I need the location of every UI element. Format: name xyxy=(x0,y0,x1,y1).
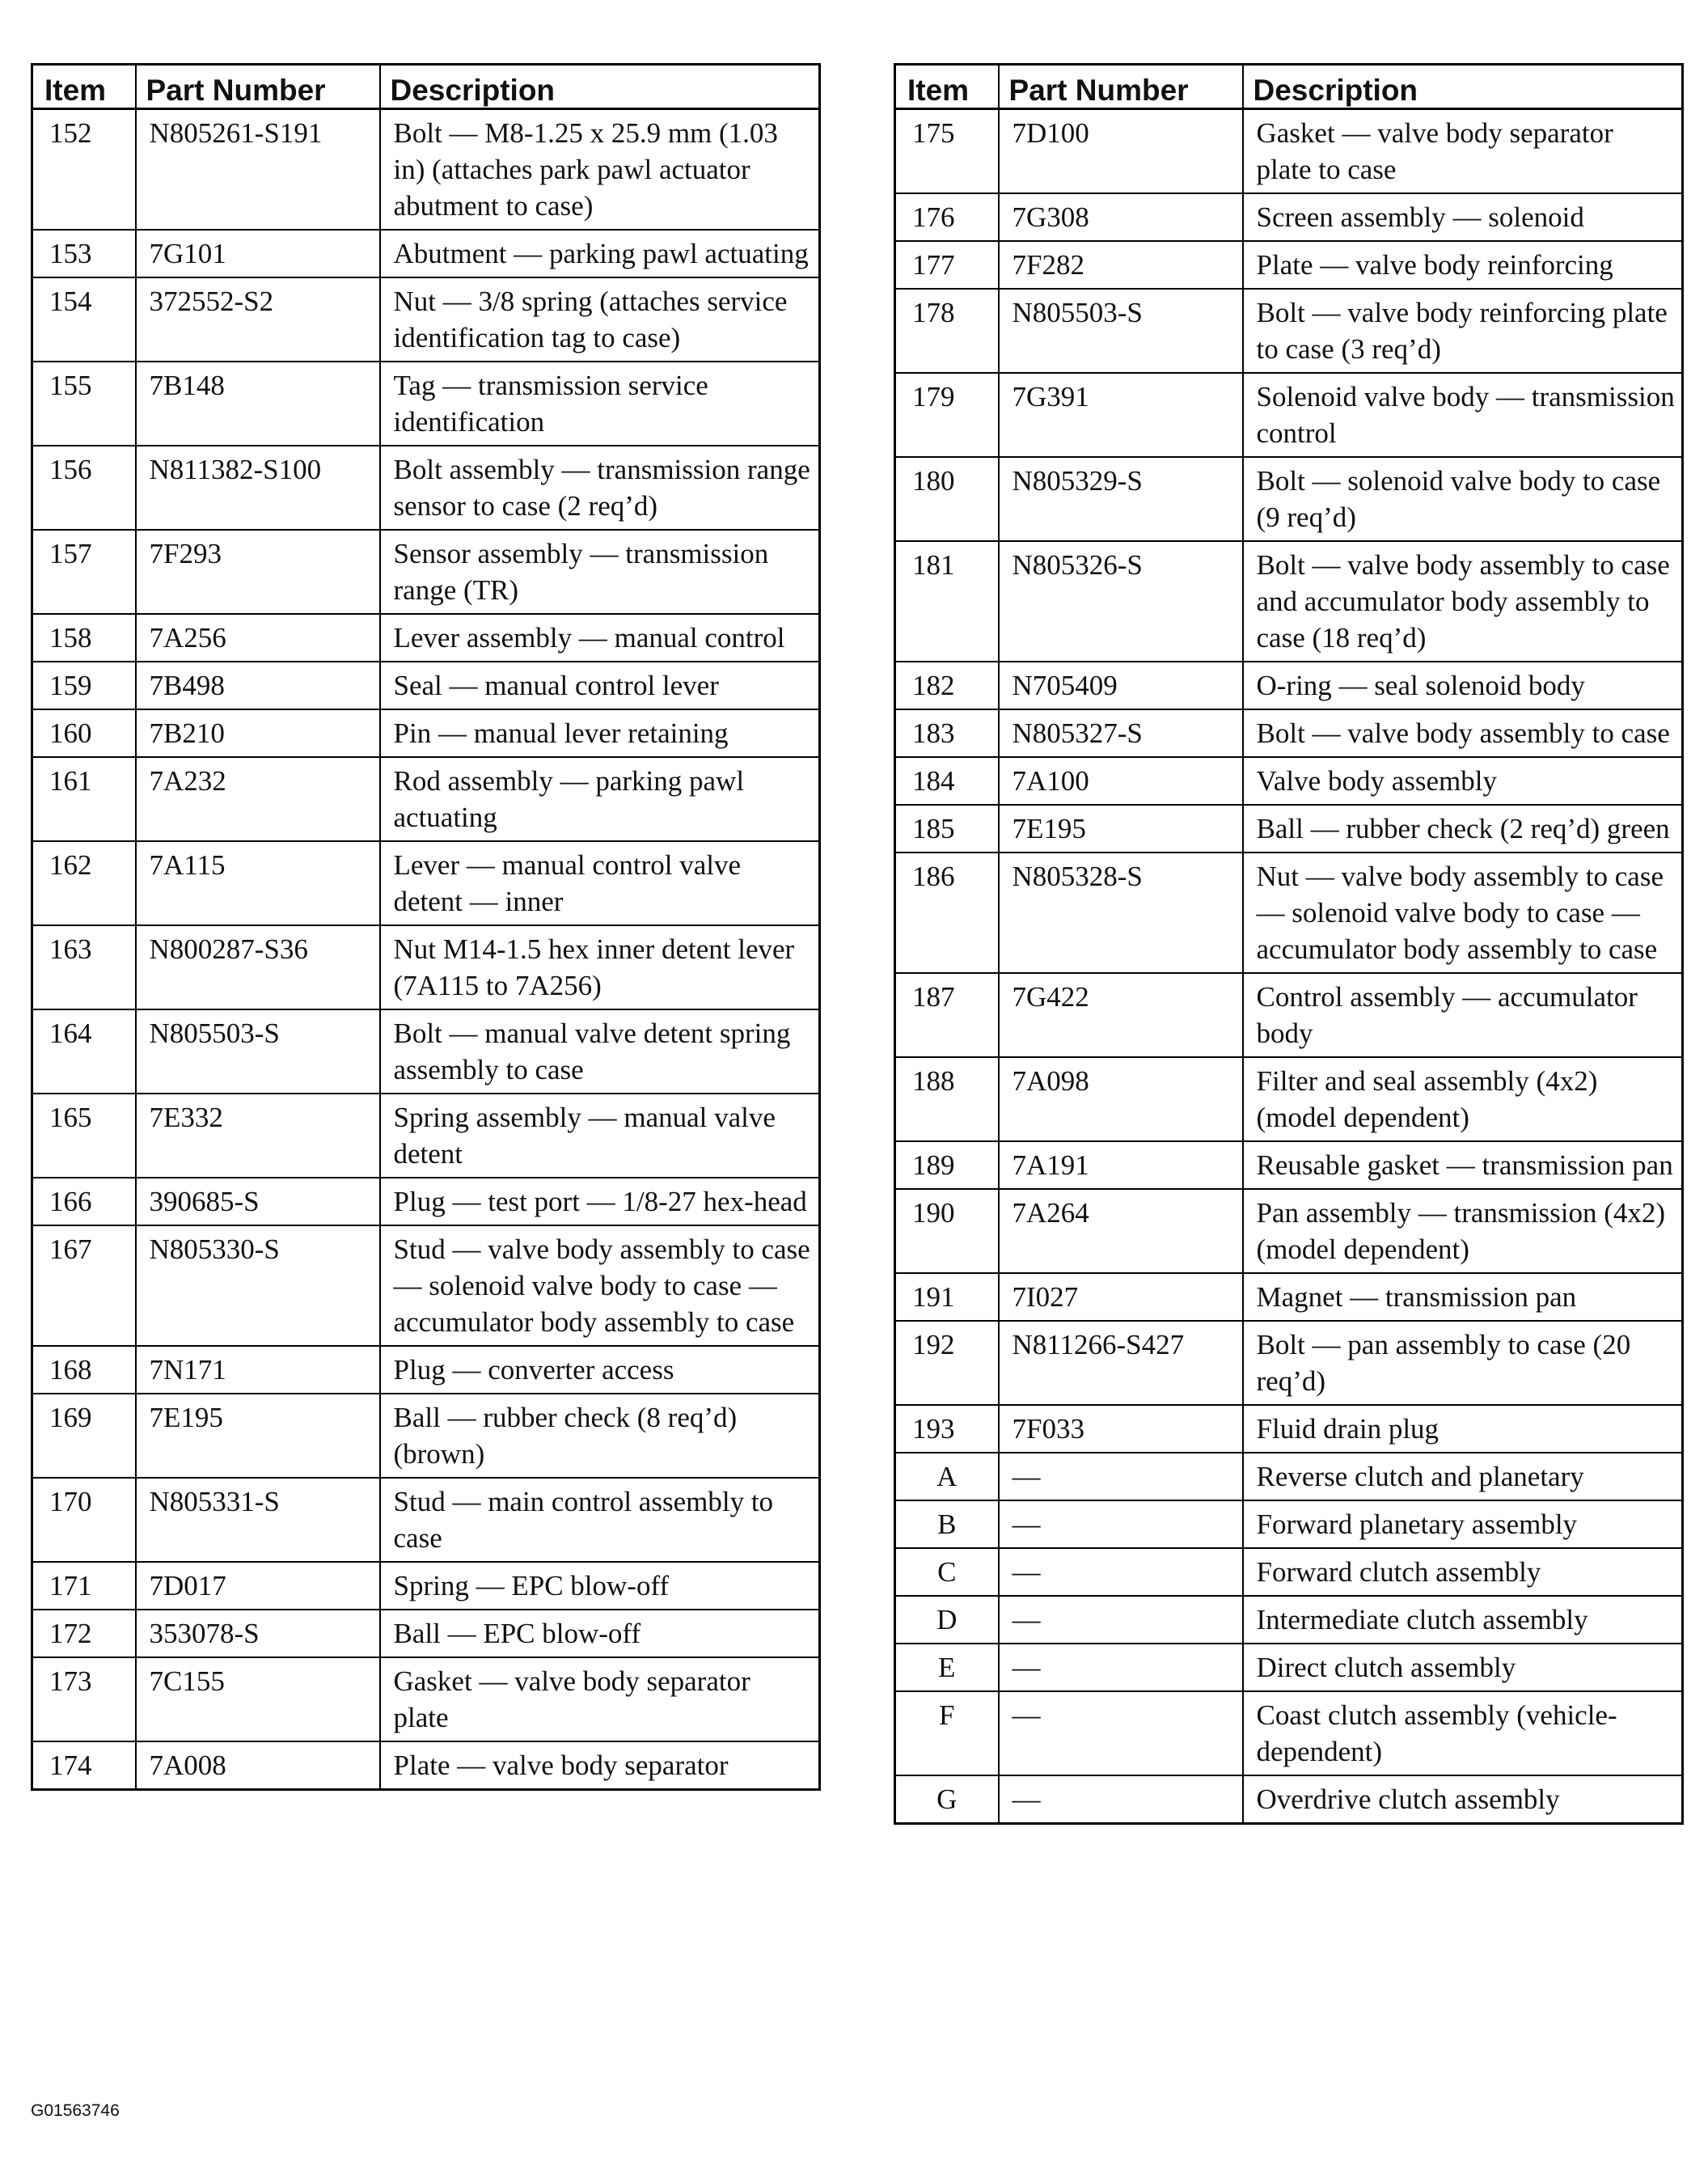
item-cell: 165 xyxy=(32,1094,136,1178)
part-number-cell: 7A191 xyxy=(999,1141,1243,1189)
table-row xyxy=(895,662,1683,709)
item-cell: 155 xyxy=(32,362,136,446)
description-cell: Solenoid valve body — transmission control xyxy=(1243,373,1683,457)
figure-id: G01563746 xyxy=(31,2101,120,2120)
part-number-cell: 7G308 xyxy=(999,193,1243,241)
description-cell: Bolt — valve body reinforcing plate to case (3 req’d) xyxy=(1243,289,1683,373)
part-number-cell: N800287-S36 xyxy=(136,925,380,1009)
description-cell: Stud — valve body assembly to case — solenoid valve body to case — accumulator body assembly to case xyxy=(380,1225,820,1346)
column-header-item: Item xyxy=(895,65,999,109)
table-row xyxy=(895,1453,1683,1500)
table-row xyxy=(895,109,1683,194)
part-number-cell: N805328-S xyxy=(999,853,1243,973)
table-row xyxy=(32,1562,820,1610)
part-number-cell: 7E195 xyxy=(136,1394,380,1478)
column-header-description: Description xyxy=(1243,65,1683,109)
description-cell: Nut M14-1.5 hex inner detent lever (7A115 to 7A256) xyxy=(380,925,820,1009)
description-cell: Coast clutch assembly (vehicle-dependent) xyxy=(1243,1691,1683,1775)
item-cell: E xyxy=(895,1644,999,1691)
table-row xyxy=(32,1741,820,1790)
part-number-cell: 7F282 xyxy=(999,241,1243,289)
item-cell: 164 xyxy=(32,1009,136,1094)
description-cell: Filter and seal assembly (4x2) (model dependent) xyxy=(1243,1057,1683,1141)
description-cell: Forward clutch assembly xyxy=(1243,1548,1683,1596)
item-cell: 167 xyxy=(32,1225,136,1346)
item-cell: 185 xyxy=(895,805,999,853)
table-row xyxy=(895,757,1683,805)
part-number-cell: 390685-S xyxy=(136,1178,380,1225)
part-number-cell: — xyxy=(999,1644,1243,1691)
table-row xyxy=(895,853,1683,973)
part-number-cell: N805327-S xyxy=(999,709,1243,757)
description-cell: Fluid drain plug xyxy=(1243,1405,1683,1453)
part-number-cell: 7A098 xyxy=(999,1057,1243,1141)
table-row xyxy=(895,1775,1683,1824)
item-cell: 193 xyxy=(895,1405,999,1453)
table-row xyxy=(895,289,1683,373)
table-row xyxy=(32,841,820,925)
description-cell: Spring assembly — manual valve detent xyxy=(380,1094,820,1178)
part-number-cell: 372552-S2 xyxy=(136,277,380,362)
description-cell: Pin — manual lever retaining xyxy=(380,709,820,757)
item-cell: 181 xyxy=(895,541,999,662)
description-cell: Control assembly — accumulator body xyxy=(1243,973,1683,1057)
item-cell: 183 xyxy=(895,709,999,757)
table-row xyxy=(32,1346,820,1394)
table-row xyxy=(32,925,820,1009)
description-cell: Bolt — valve body assembly to case xyxy=(1243,709,1683,757)
item-cell: 175 xyxy=(895,109,999,194)
table-body xyxy=(895,109,1683,1824)
table-row xyxy=(895,805,1683,853)
description-cell: Bolt — manual valve detent spring assembly to case xyxy=(380,1009,820,1094)
item-cell: 171 xyxy=(32,1562,136,1610)
description-cell: Bolt assembly — transmission range sensor to case (2 req’d) xyxy=(380,446,820,530)
item-cell: 156 xyxy=(32,446,136,530)
column-header-part-number: Part Number xyxy=(136,65,380,109)
part-number-cell: — xyxy=(999,1596,1243,1644)
part-number-cell: 7A232 xyxy=(136,757,380,841)
description-cell: Reusable gasket — transmission pan xyxy=(1243,1141,1683,1189)
description-cell: Tag — transmission service identification xyxy=(380,362,820,446)
part-number-cell: 7D100 xyxy=(999,109,1243,194)
part-number-cell: 7B498 xyxy=(136,662,380,709)
table-row xyxy=(32,230,820,277)
description-cell: Bolt — M8-1.25 x 25.9 mm (1.03 in) (attaches park pawl actuator abutment to case) xyxy=(380,109,820,231)
item-cell: C xyxy=(895,1548,999,1596)
item-cell: 184 xyxy=(895,757,999,805)
item-cell: 172 xyxy=(32,1610,136,1657)
table-row xyxy=(895,1273,1683,1321)
part-number-cell: — xyxy=(999,1775,1243,1824)
table-row xyxy=(32,1225,820,1346)
table-row xyxy=(32,662,820,709)
description-cell: Spring — EPC blow-off xyxy=(380,1562,820,1610)
description-cell: Lever — manual control valve detent — inner xyxy=(380,841,820,925)
item-cell: 189 xyxy=(895,1141,999,1189)
item-cell: 153 xyxy=(32,230,136,277)
part-number-cell: 7C155 xyxy=(136,1657,380,1741)
description-cell: Magnet — transmission pan xyxy=(1243,1273,1683,1321)
item-cell: 159 xyxy=(32,662,136,709)
part-number-cell: 7F033 xyxy=(999,1405,1243,1453)
item-cell: 168 xyxy=(32,1346,136,1394)
description-cell: Rod assembly — parking pawl actuating xyxy=(380,757,820,841)
item-cell: 170 xyxy=(32,1478,136,1562)
parts-table-right xyxy=(894,63,1684,1825)
part-number-cell: 7A256 xyxy=(136,614,380,662)
item-cell: 152 xyxy=(32,109,136,231)
part-number-cell: N805329-S xyxy=(999,457,1243,541)
part-number-cell: 7B210 xyxy=(136,709,380,757)
part-number-cell: N805503-S xyxy=(999,289,1243,373)
description-cell: Direct clutch assembly xyxy=(1243,1644,1683,1691)
description-cell: Forward planetary assembly xyxy=(1243,1500,1683,1548)
table-row xyxy=(895,1189,1683,1273)
item-cell: 190 xyxy=(895,1189,999,1273)
item-cell: D xyxy=(895,1596,999,1644)
table-row xyxy=(32,757,820,841)
part-number-cell: N805331-S xyxy=(136,1478,380,1562)
part-number-cell: 7N171 xyxy=(136,1346,380,1394)
item-cell: 179 xyxy=(895,373,999,457)
table-row xyxy=(895,193,1683,241)
item-cell: 192 xyxy=(895,1321,999,1405)
table-row xyxy=(32,1009,820,1094)
part-number-cell: 7A100 xyxy=(999,757,1243,805)
part-number-cell: N805330-S xyxy=(136,1225,380,1346)
part-number-cell: 7F293 xyxy=(136,530,380,614)
part-number-cell: — xyxy=(999,1691,1243,1775)
column-header-item: Item xyxy=(32,65,136,109)
column-header-description: Description xyxy=(380,65,820,109)
description-cell: Valve body assembly xyxy=(1243,757,1683,805)
description-cell: Ball — rubber check (2 req’d) green xyxy=(1243,805,1683,853)
item-cell: 158 xyxy=(32,614,136,662)
table-row xyxy=(32,1394,820,1478)
part-number-cell: — xyxy=(999,1500,1243,1548)
item-cell: 186 xyxy=(895,853,999,973)
part-number-cell: 353078-S xyxy=(136,1610,380,1657)
item-cell: 162 xyxy=(32,841,136,925)
part-number-cell: — xyxy=(999,1548,1243,1596)
description-cell: Sensor assembly — transmission range (TR) xyxy=(380,530,820,614)
table-row xyxy=(895,373,1683,457)
table-row xyxy=(32,362,820,446)
description-cell: Plate — valve body separator xyxy=(380,1741,820,1790)
description-cell: Plate — valve body reinforcing xyxy=(1243,241,1683,289)
table-row xyxy=(895,1548,1683,1596)
table-row xyxy=(895,1057,1683,1141)
table-row xyxy=(895,1405,1683,1453)
part-number-cell: 7I027 xyxy=(999,1273,1243,1321)
table-row xyxy=(32,109,820,231)
description-cell: Bolt — solenoid valve body to case (9 req’d) xyxy=(1243,457,1683,541)
item-cell: 188 xyxy=(895,1057,999,1141)
description-cell: Reverse clutch and planetary xyxy=(1243,1453,1683,1500)
item-cell: 169 xyxy=(32,1394,136,1478)
part-number-cell: N811266-S427 xyxy=(999,1321,1243,1405)
description-cell: Ball — rubber check (8 req’d) (brown) xyxy=(380,1394,820,1478)
description-cell: Abutment — parking pawl actuating xyxy=(380,230,820,277)
table-row xyxy=(32,614,820,662)
table-row xyxy=(32,277,820,362)
description-cell: Gasket — valve body separator plate to case xyxy=(1243,109,1683,194)
part-number-cell: 7A008 xyxy=(136,1741,380,1790)
parts-table-left xyxy=(31,63,821,1791)
table-row xyxy=(895,457,1683,541)
item-cell: 180 xyxy=(895,457,999,541)
table-row xyxy=(32,1610,820,1657)
part-number-cell: 7A264 xyxy=(999,1189,1243,1273)
part-number-cell: N805503-S xyxy=(136,1009,380,1094)
item-cell: 173 xyxy=(32,1657,136,1741)
table-row xyxy=(895,1141,1683,1189)
description-cell: Lever assembly — manual control xyxy=(380,614,820,662)
item-cell: G xyxy=(895,1775,999,1824)
table-row xyxy=(895,1691,1683,1775)
part-number-cell: N805326-S xyxy=(999,541,1243,662)
part-number-cell: 7E195 xyxy=(999,805,1243,853)
table-row xyxy=(895,973,1683,1057)
description-cell: Overdrive clutch assembly xyxy=(1243,1775,1683,1824)
item-cell: 176 xyxy=(895,193,999,241)
table-row xyxy=(895,241,1683,289)
table-row xyxy=(895,709,1683,757)
item-cell: 182 xyxy=(895,662,999,709)
table-row xyxy=(32,1657,820,1741)
item-cell: 166 xyxy=(32,1178,136,1225)
table-row xyxy=(895,1596,1683,1644)
table-row xyxy=(895,1321,1683,1405)
item-cell: 157 xyxy=(32,530,136,614)
part-number-cell: 7D017 xyxy=(136,1562,380,1610)
table-row xyxy=(895,1500,1683,1548)
column-header-part-number: Part Number xyxy=(999,65,1243,109)
description-cell: O-ring — seal solenoid body xyxy=(1243,662,1683,709)
part-number-cell: 7G391 xyxy=(999,373,1243,457)
item-cell: 177 xyxy=(895,241,999,289)
item-cell: 174 xyxy=(32,1741,136,1790)
description-cell: Gasket — valve body separator plate xyxy=(380,1657,820,1741)
part-number-cell: N805261-S191 xyxy=(136,109,380,231)
part-number-cell: 7G101 xyxy=(136,230,380,277)
description-cell: Bolt — valve body assembly to case and accumulator body assembly to case (18 req’d) xyxy=(1243,541,1683,662)
table-row xyxy=(32,1178,820,1225)
description-cell: Plug — test port — 1/8-27 hex-head xyxy=(380,1178,820,1225)
item-cell: 154 xyxy=(32,277,136,362)
description-cell: Plug — converter access xyxy=(380,1346,820,1394)
description-cell: Screen assembly — solenoid xyxy=(1243,193,1683,241)
part-number-cell: N705409 xyxy=(999,662,1243,709)
header-row xyxy=(32,65,820,109)
table-row xyxy=(32,1094,820,1178)
table-row xyxy=(895,1644,1683,1691)
header-row xyxy=(895,65,1683,109)
description-cell: Seal — manual control lever xyxy=(380,662,820,709)
item-cell: 160 xyxy=(32,709,136,757)
item-cell: 191 xyxy=(895,1273,999,1321)
description-cell: Bolt — pan assembly to case (20 req’d) xyxy=(1243,1321,1683,1405)
item-cell: 187 xyxy=(895,973,999,1057)
table-row xyxy=(32,1478,820,1562)
item-cell: 163 xyxy=(32,925,136,1009)
table-row xyxy=(32,446,820,530)
part-number-cell: 7G422 xyxy=(999,973,1243,1057)
part-number-cell: 7B148 xyxy=(136,362,380,446)
item-cell: F xyxy=(895,1691,999,1775)
description-cell: Intermediate clutch assembly xyxy=(1243,1596,1683,1644)
description-cell: Nut — 3/8 spring (attaches service identification tag to case) xyxy=(380,277,820,362)
table-row xyxy=(32,530,820,614)
part-number-cell: — xyxy=(999,1453,1243,1500)
table-row xyxy=(895,541,1683,662)
part-number-cell: N811382-S100 xyxy=(136,446,380,530)
table-body xyxy=(32,109,820,1790)
part-number-cell: 7A115 xyxy=(136,841,380,925)
table-row xyxy=(32,709,820,757)
item-cell: B xyxy=(895,1500,999,1548)
description-cell: Pan assembly — transmission (4x2) (model dependent) xyxy=(1243,1189,1683,1273)
description-cell: Nut — valve body assembly to case — solenoid valve body to case — accumulator body assembly to case xyxy=(1243,853,1683,973)
item-cell: A xyxy=(895,1453,999,1500)
description-cell: Stud — main control assembly to case xyxy=(380,1478,820,1562)
item-cell: 178 xyxy=(895,289,999,373)
description-cell: Ball — EPC blow-off xyxy=(380,1610,820,1657)
item-cell: 161 xyxy=(32,757,136,841)
part-number-cell: 7E332 xyxy=(136,1094,380,1178)
